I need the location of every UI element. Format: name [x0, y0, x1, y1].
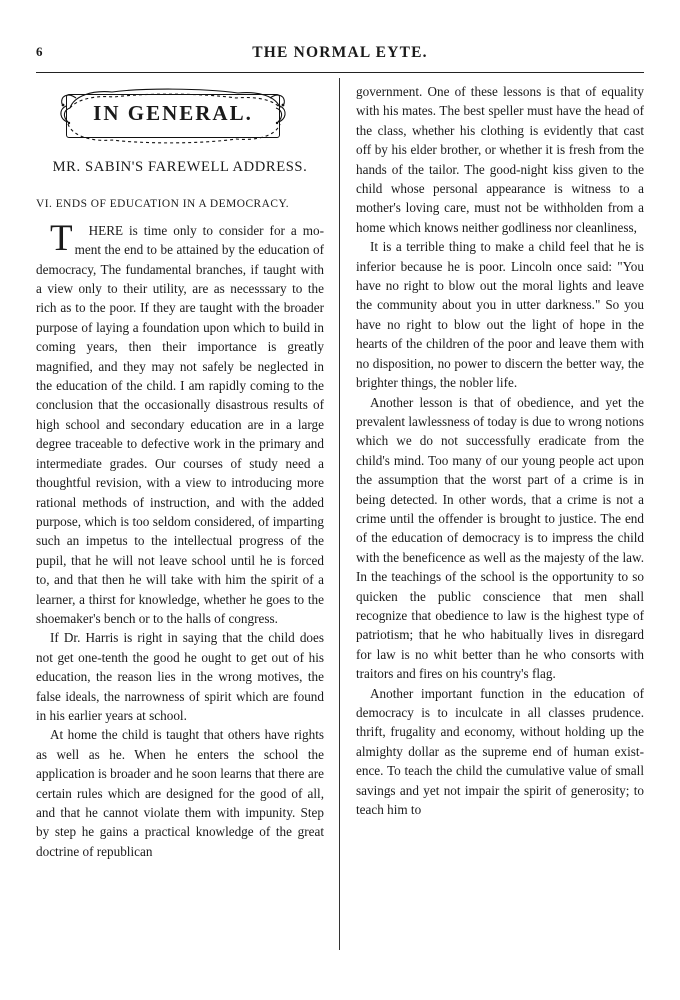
right-column — [356, 82, 644, 819]
column-divider-rule — [339, 78, 340, 950]
paragraph: At home the child is taught that others have rights as well as he. When he enters the school the application is broader and he soon learns that there are certain rules which are designed for the good of all, and that he cannot violate them with impunity. Step by step he gains a practical knowledge of the great doctrine of republican — [36, 727, 324, 859]
paragraph: Another lesson is that of obedience, and yet the prevalent lawlessness of today is due to wrong notions which we do not successfully eradicate from the child's mind. Too many of our young people act upon the assumption that the worst part of a crime is in being detected. In other words, that a crime is not a crime until the offender is brought to justice. The end of the education of democracy is to impress the child with the beneficence as well as the majesty of the law. In the teachings of the school is the opportunity to so quicken the public conscience that men shall recognize that obedience to law is the highest type of patriotism; that he who habitually lives in disregard for law is no whit better than he who consorts with traitors and fires on his country's flag. — [356, 394, 644, 682]
paragraph-text: HERE is time only to consider for a moment the end to be attained by the education of democracy, The fundamental branches, if taught with a view only to their utility, are as necesssary to the rich as to the poor. If they are taught with the broader purpose of laying a foundation upon which to build in coming years, then their importance is greatly magnified, and they may not safely be neglected in the education of the child. I am rapidly coming to the conclusion that the occasionally disastrous results of high school and secondary education are in a large degree traceable to defective work in the primary and intermediate grades. Our courses of study need a thoughtful revision, with a view to introducing more rational methods of instruction, and with the added purpose, which is too seldom considered, of imparting such an impetus to the intellectual progress of the pupil, that he will not leave school until he is forced to, and that then he will take with him the spirit of a learner, a thirst for knowledge, whether he goes to the shoemaker's bench or to the halls of congress. — [36, 222, 324, 626]
article-subhead: VI. ENDS OF EDUCATION IN A DEMOCRACY. — [36, 198, 290, 211]
drop-cap: T — [50, 217, 73, 259]
paragraph-with-dropcap — [36, 217, 324, 629]
paragraph: It is a terrible thing to make a child feel that he is inferior because he is poor. Lincoln once said: "You have no right to blow out the moral lights and leave the community about you in utter darkness." So you have no right to blow out the light of hope in the hearts of the children of the poor and leave them with no disposition, no power to discern the better way, the brighter things, the nobler life. — [356, 239, 644, 391]
article-headline: MR. SABIN'S FAREWELL ADDRESS. — [52, 159, 308, 175]
in-general-ornament-heading — [52, 86, 294, 146]
page-number: 6 — [36, 44, 43, 59]
ornament-title: IN GENERAL. — [93, 101, 253, 125]
left-column — [36, 82, 324, 861]
page-header — [36, 44, 644, 70]
paragraph: Another important function in the education of democracy is to inculcate in all classes prudence. thrift, frugality and economy, without holding up the almighty dollar as the supreme end of human existence. To teach the child the cumulative value of small savings and yet not impair the spirit of generosity; to teach him to — [356, 685, 644, 818]
header-rule — [36, 72, 644, 73]
paragraph: If Dr. Harris is right in saying that the child does not get one-tenth the good he ought to get out of his education, the reason lies in the wrong motives, the false ideals, the narrowness of spirit which are found in his earlier years at school. — [36, 630, 324, 723]
running-head: THE NORMAL EYTE. — [252, 44, 428, 61]
paragraph: government. One of these lessons is that of equality with his mates. The best speller must have the head of the class, whether his clothing is evidently that cast off by his elder brother, or whether it is fresh from the hands of the tailor. The good-night kiss given to the child whose personal appearance is witness to a mother's loving care, must not be withholden from a home which knows neither godliness nor cleanliness, — [356, 84, 644, 235]
